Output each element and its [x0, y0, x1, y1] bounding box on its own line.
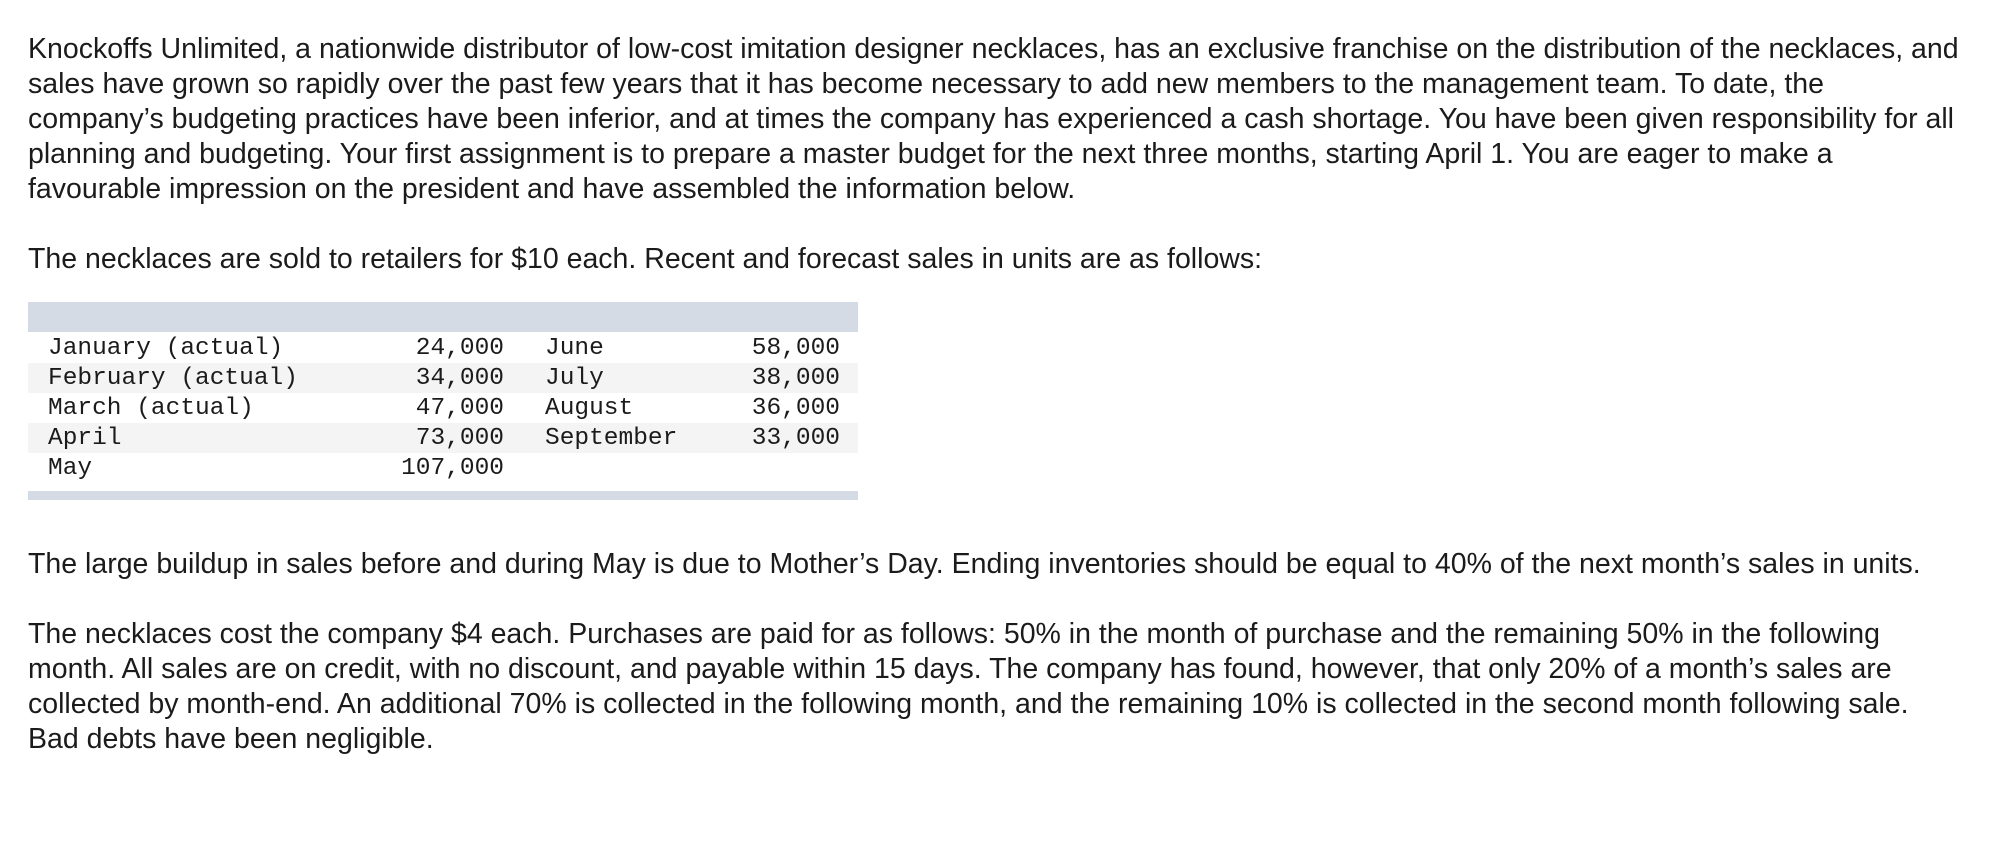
buildup-paragraph: The large buildup in sales before and during May is due to Mother’s Day. Ending inventories should be equal to 40% of the next month’s sales in units. — [28, 548, 1921, 580]
units-cell: 38,000 — [751, 364, 840, 392]
price-paragraph: The necklaces are sold to retailers for $10 each. Recent and forecast sales in units are as follows: — [28, 243, 1263, 275]
table-row — [28, 453, 858, 483]
units-cell: 24,000 — [415, 334, 504, 362]
month-cell: August — [545, 394, 634, 422]
month-cell: January (actual) — [48, 334, 284, 362]
sales-units-table — [28, 302, 858, 500]
payments-paragraph: The necklaces cost the company $4 each. Purchases are paid for as follows: 50% in the month of purchase and the remaining 50% in the following month. All sales are on credit, with no discount, and payable within 15 days. The company has found, however, that only 20% of a month’s sales are collected by month-end. An additional 70% is collected in the following month, and the remaining 10% is collected in the second month following sale. Bad debts have been negligible. — [28, 618, 1909, 755]
units-cell: 73,000 — [415, 424, 504, 452]
units-cell: 47,000 — [415, 394, 504, 422]
document-body — [28, 32, 1964, 757]
table-header-band — [28, 302, 858, 332]
intro-paragraph: Knockoffs Unlimited, a nationwide distributor of low-cost imitation designer necklaces, has an exclusive franchise on the distribution of the necklaces, and sales have grown so rapidly over the past few years that it has become necessary to add new members to the management team. To date, the company’s budgeting practices have been inferior, and at times the company has experienced a cash shortage. You have been given responsibility for all planning and budgeting. Your first assignment is to prepare a master budget for the next three months, starting April 1. You are eager to make a favourable impression on the president and have assembled the information below. — [28, 33, 1959, 205]
month-cell: May — [48, 454, 93, 482]
month-cell: March (actual) — [48, 394, 254, 422]
units-cell: 36,000 — [751, 394, 840, 422]
table-footer-band — [28, 491, 858, 500]
units-cell: 33,000 — [751, 424, 840, 452]
month-cell: June — [545, 334, 604, 362]
month-cell: July — [545, 364, 604, 392]
month-cell: September — [545, 424, 678, 452]
table-row — [28, 423, 858, 453]
table-row — [28, 393, 858, 423]
table-row — [28, 333, 858, 363]
units-cell: 34,000 — [415, 364, 504, 392]
table-row — [28, 363, 858, 393]
table-body — [28, 332, 858, 483]
units-cell: 107,000 — [401, 454, 504, 482]
month-cell: February (actual) — [48, 364, 298, 392]
units-cell: 58,000 — [751, 334, 840, 362]
month-cell: April — [48, 424, 122, 452]
